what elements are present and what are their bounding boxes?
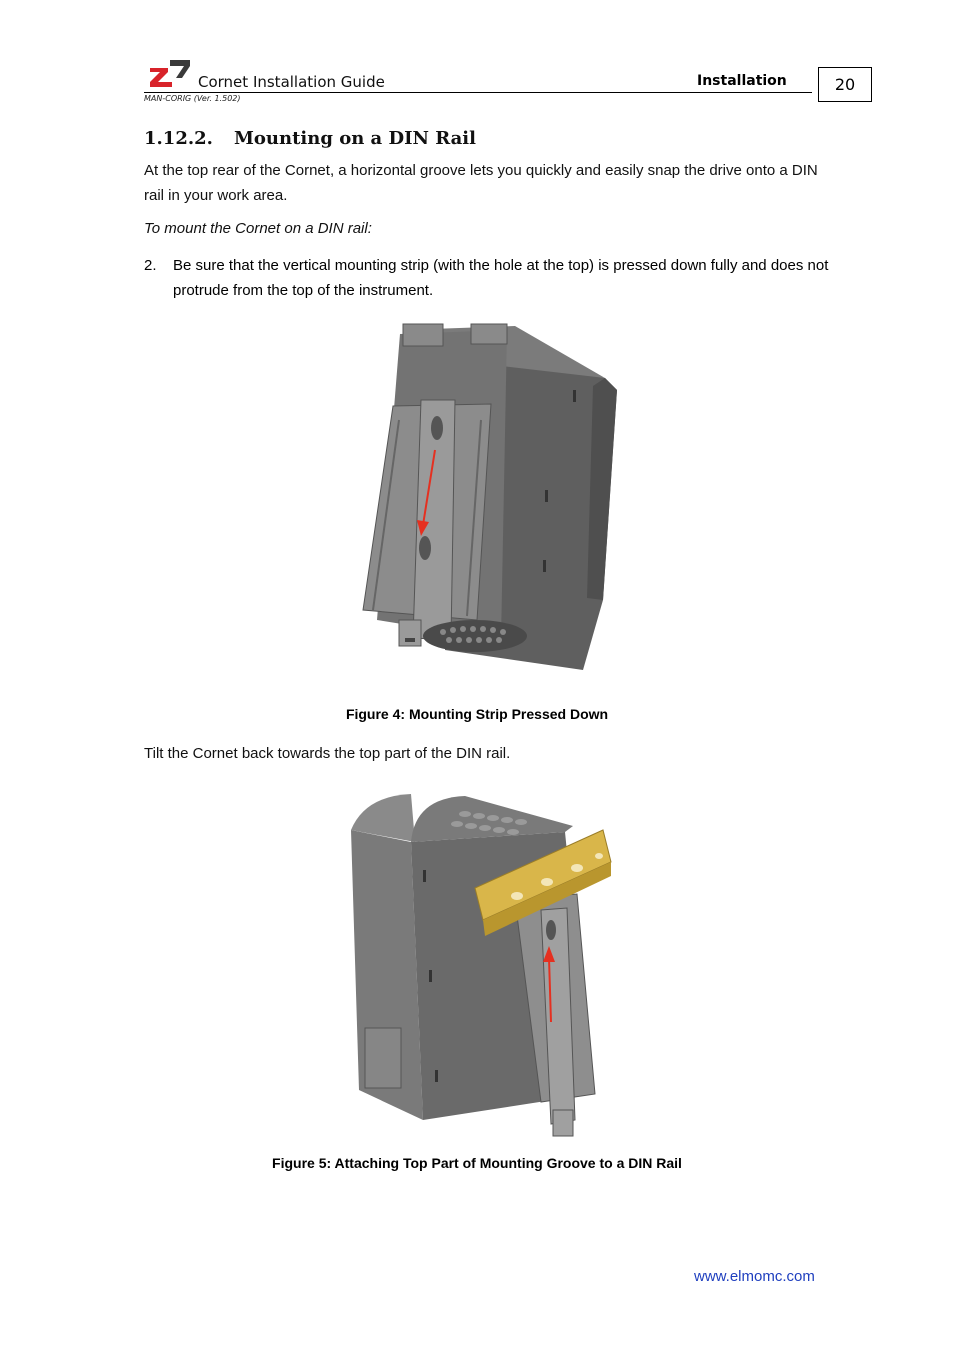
- step-text: Be sure that the vertical mounting strip (with the hole at the top) is pressed down fully and does not protrude from the top of the instrument.: [173, 257, 829, 299]
- figure-4-caption: Figure 4: Mounting Strip Pressed Down: [345, 706, 609, 722]
- elmo-logo: [146, 56, 190, 88]
- section-heading: [144, 128, 476, 149]
- section-number: 1.12.2.: [144, 128, 213, 149]
- document-version: MAN-CORIG (Ver. 1.502): [144, 94, 241, 103]
- figure-5-image: [345, 790, 615, 1140]
- figure-4-image: [355, 320, 620, 680]
- header-divider: [144, 92, 812, 93]
- header-section-label: Installation: [697, 73, 787, 89]
- website-link[interactable]: www.elmomc.com: [694, 1268, 815, 1285]
- figure-5-caption: Figure 5: Attaching Top Part of Mounting Groove to a DIN Rail: [272, 1155, 682, 1171]
- tilt-instruction: Tilt the Cornet back towards the top part of the DIN rail.: [144, 745, 511, 762]
- intro-paragraph: At the top rear of the Cornet, a horizontal groove lets you quickly and easily snap the drive onto a DIN rail in your work area.: [144, 162, 818, 204]
- section-title: Mounting on a DIN Rail: [234, 128, 476, 149]
- step-number: 2.: [144, 257, 157, 274]
- document-title: Cornet Installation Guide: [198, 73, 385, 91]
- page-number: 20: [818, 67, 872, 102]
- procedure-label: To mount the Cornet on a DIN rail:: [144, 220, 372, 237]
